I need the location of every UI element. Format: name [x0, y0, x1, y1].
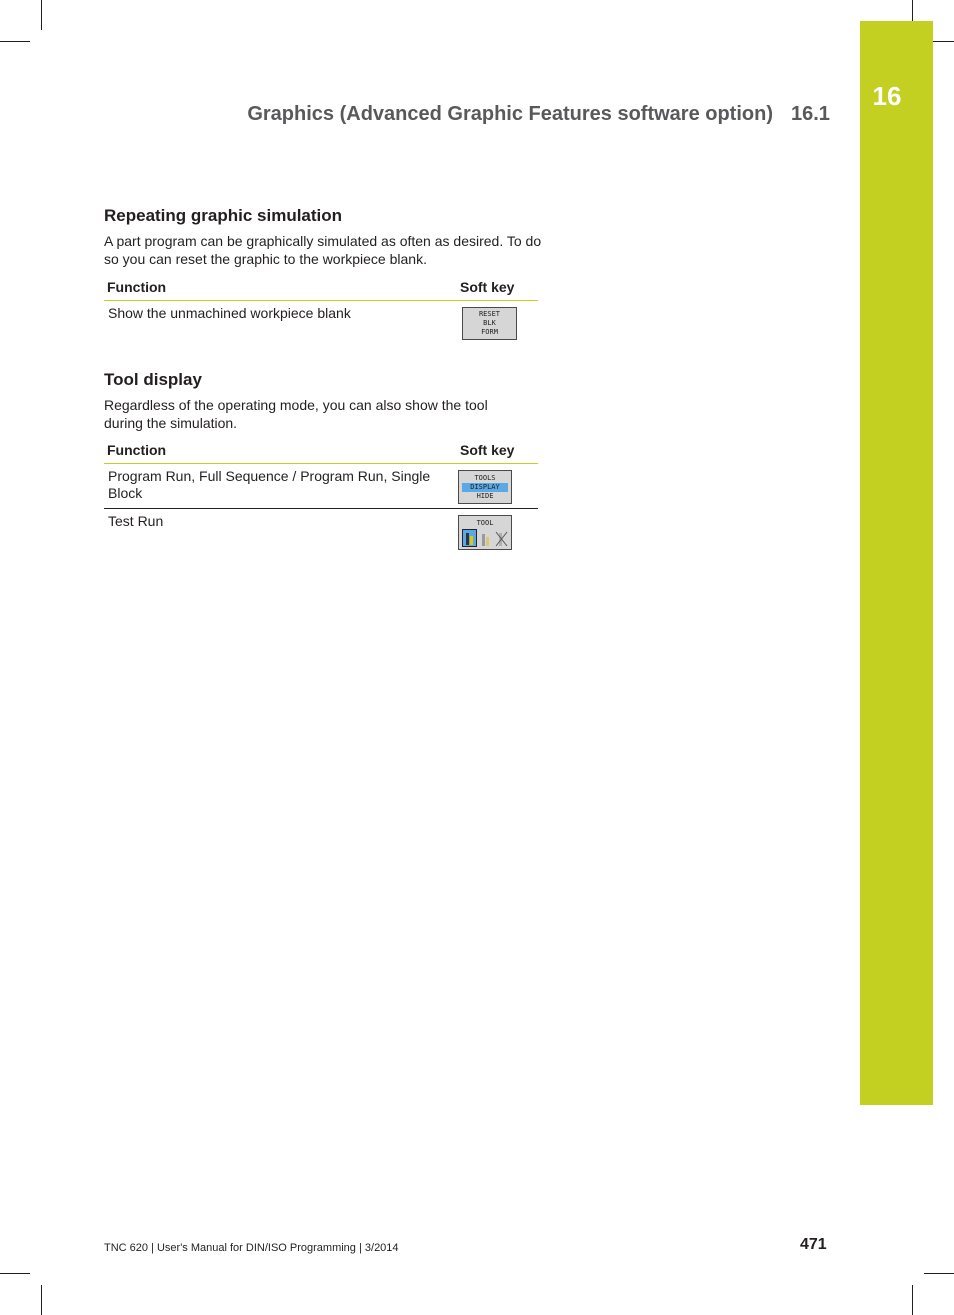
- section-heading: Tool display: [104, 370, 202, 389]
- chapter-tab: [860, 21, 933, 1105]
- crop-mark: [0, 1273, 30, 1274]
- function-table: [104, 274, 538, 345]
- softkey-label-line: RESET: [478, 310, 501, 318]
- softkey-cell: [454, 464, 538, 509]
- crop-mark: [41, 0, 42, 30]
- table-row: [104, 464, 538, 509]
- reset-blk-form-softkey[interactable]: [462, 307, 517, 340]
- footer-text: TNC 620 | User's Manual for DIN/ISO Programming | 3/2014: [104, 1242, 399, 1254]
- table-header-row: [104, 437, 538, 464]
- crop-mark: [912, 1285, 913, 1315]
- chapter-number: 16: [872, 81, 902, 111]
- function-cell: Test Run: [108, 513, 164, 529]
- softkey-label-line: TOOL: [476, 519, 494, 527]
- crop-mark: [41, 1285, 42, 1315]
- softkey-cell: [454, 509, 538, 555]
- softkey-label-line: HIDE: [476, 492, 494, 500]
- softkey-label-line: TOOLS: [474, 474, 496, 482]
- tool-hidden-icon: [494, 529, 509, 547]
- tool-outline-icon: [478, 529, 493, 547]
- column-header-softkey: Soft key: [454, 437, 538, 464]
- tool-full-icon: [462, 529, 477, 547]
- table-row: [104, 301, 538, 346]
- column-header-softkey: Soft key: [454, 274, 538, 301]
- function-table: [104, 437, 538, 554]
- section-paragraph: A part program can be graphically simulated as often as desired. To do so you can reset the graphic to the workpiece blank.: [104, 233, 542, 267]
- softkey-label-line: FORM: [481, 328, 498, 336]
- crop-mark: [0, 41, 30, 42]
- softkey-label-line: BLK: [483, 319, 496, 327]
- softkey-cell: [454, 301, 538, 346]
- section-heading: Repeating graphic simulation: [104, 206, 343, 225]
- function-cell: Show the unmachined workpiece blank: [108, 305, 351, 321]
- softkey-label-line-selected: DISPLAY: [462, 483, 508, 492]
- tool-mode-icons: [459, 528, 511, 549]
- column-header-function: Function: [104, 274, 454, 301]
- column-header-function: Function: [104, 437, 454, 464]
- tool-softkey[interactable]: [458, 515, 512, 550]
- tools-display-hide-softkey[interactable]: [458, 470, 512, 504]
- table-row: [104, 509, 538, 555]
- running-header-title: Graphics (Advanced Graphic Features software option): [247, 103, 773, 125]
- running-header-section: 16.1: [791, 103, 830, 125]
- function-cell: Program Run, Full Sequence / Program Run, Single Block: [104, 464, 454, 509]
- page-number: 471: [800, 1236, 827, 1253]
- section-paragraph: Regardless of the operating mode, you can also show the tool during the simulation.: [104, 397, 488, 431]
- crop-mark: [924, 1273, 954, 1274]
- table-header-row: [104, 274, 538, 301]
